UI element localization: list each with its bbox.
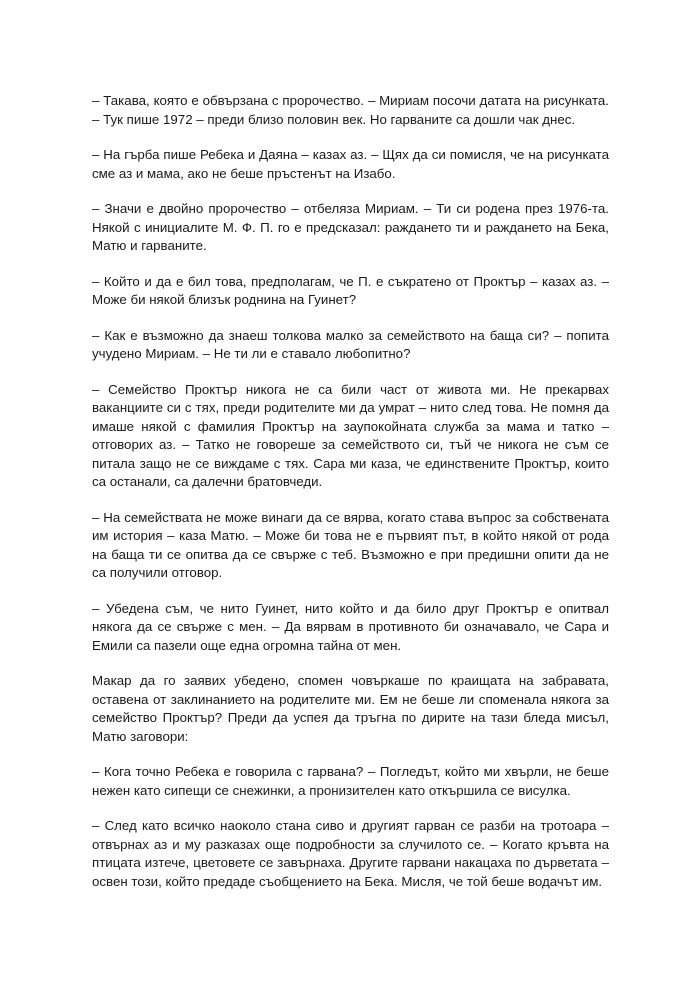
paragraph: – На семействата не може винаги да се вярва, когато става въпрос за собствената им история – каза Матю. – Може би това не е първият път, в който някой от рода на баща ти се опитва да се свърже с теб. Възможно е при предишни опити да не са получили отговор. [92, 509, 609, 580]
paragraph: – Който и да е бил това, предполагам, че П. е съкратено от Проктър – казах аз. – Може би някой близък роднина на Гуинет? [92, 273, 609, 307]
paragraph: – Семейство Проктър никога не са били част от живота ми. Не прекарвах ваканциите си с тях, преди родителите ми да умрат – нито след това. Не помня да имаше някой с фамилия Проктър на заупокойната служба за мама и татко – отговорих аз. – Татко не говореше за семейството си, тъй че никога не съм се питала защо не се виждаме с тях. Сара ми каза, че единствените Проктър, които са останали, са далечни братовчеди. [92, 381, 609, 489]
paragraph: – След като всичко наоколо стана сиво и другият гарван се разби на тротоара – отвърнах аз и му разказах още подробности за случилото се. – Когато кръвта на птицата изтече, цветовете се завърнаха. Другите гарвани накацаха по дърветата – освен този, който предаде съобщението на Бека. Мисля, че той беше водачът им. [92, 818, 609, 889]
paragraph: – Кога точно Ребека е говорила с гарвана? – Погледът, който ми хвърли, не беше нежен като сипещи се снежинки, а пронизителен като откършила се висулка. [92, 764, 609, 798]
paragraph: – Убедена съм, че нито Гуинет, нито който и да било друг Проктър е опитвал някога да се свърже с мен. – Да вярвам в противното би означавало, че Сара и Емили са пазели още една огромна тайна от мен. [92, 600, 609, 653]
paragraph: – Как е възможно да знаеш толкова малко за семейството на баща си? – попита учудено Мириам. – Не ти ли е ставало любопитно? [92, 327, 609, 361]
paragraph: – На гърба пише Ребека и Даяна – казах аз. – Щях да си помисля, че на рисунката сме аз и мама, ако не беше пръстенът на Изабо. [92, 147, 609, 181]
paragraph: – Значи е двойно пророчество – отбеляза Мириам. – Ти си родена през 1976-та. Някой с инициалите М. Ф. П. го е предсказал: раждането ти и раждането на Бека, Матю и гарваните. [92, 201, 609, 253]
body-text [92, 92, 609, 908]
paragraph: – Такава, която е обвързана с пророчество. – Мириам посочи датата на рисунката. – Тук пише 1972 – преди близо половин век. Но гарваните са дошли чак днес. [92, 93, 609, 127]
paragraph: Макар да го заявих убедено, спомен човъркаше по краищата на забравата, оставена от заклинанието на родителите ми. Ем не беше ли споменала някога за семейство Проктър? Преди да успея да тръгна по дирите на тази бледа мисъл, Матю заговори: [92, 673, 609, 744]
